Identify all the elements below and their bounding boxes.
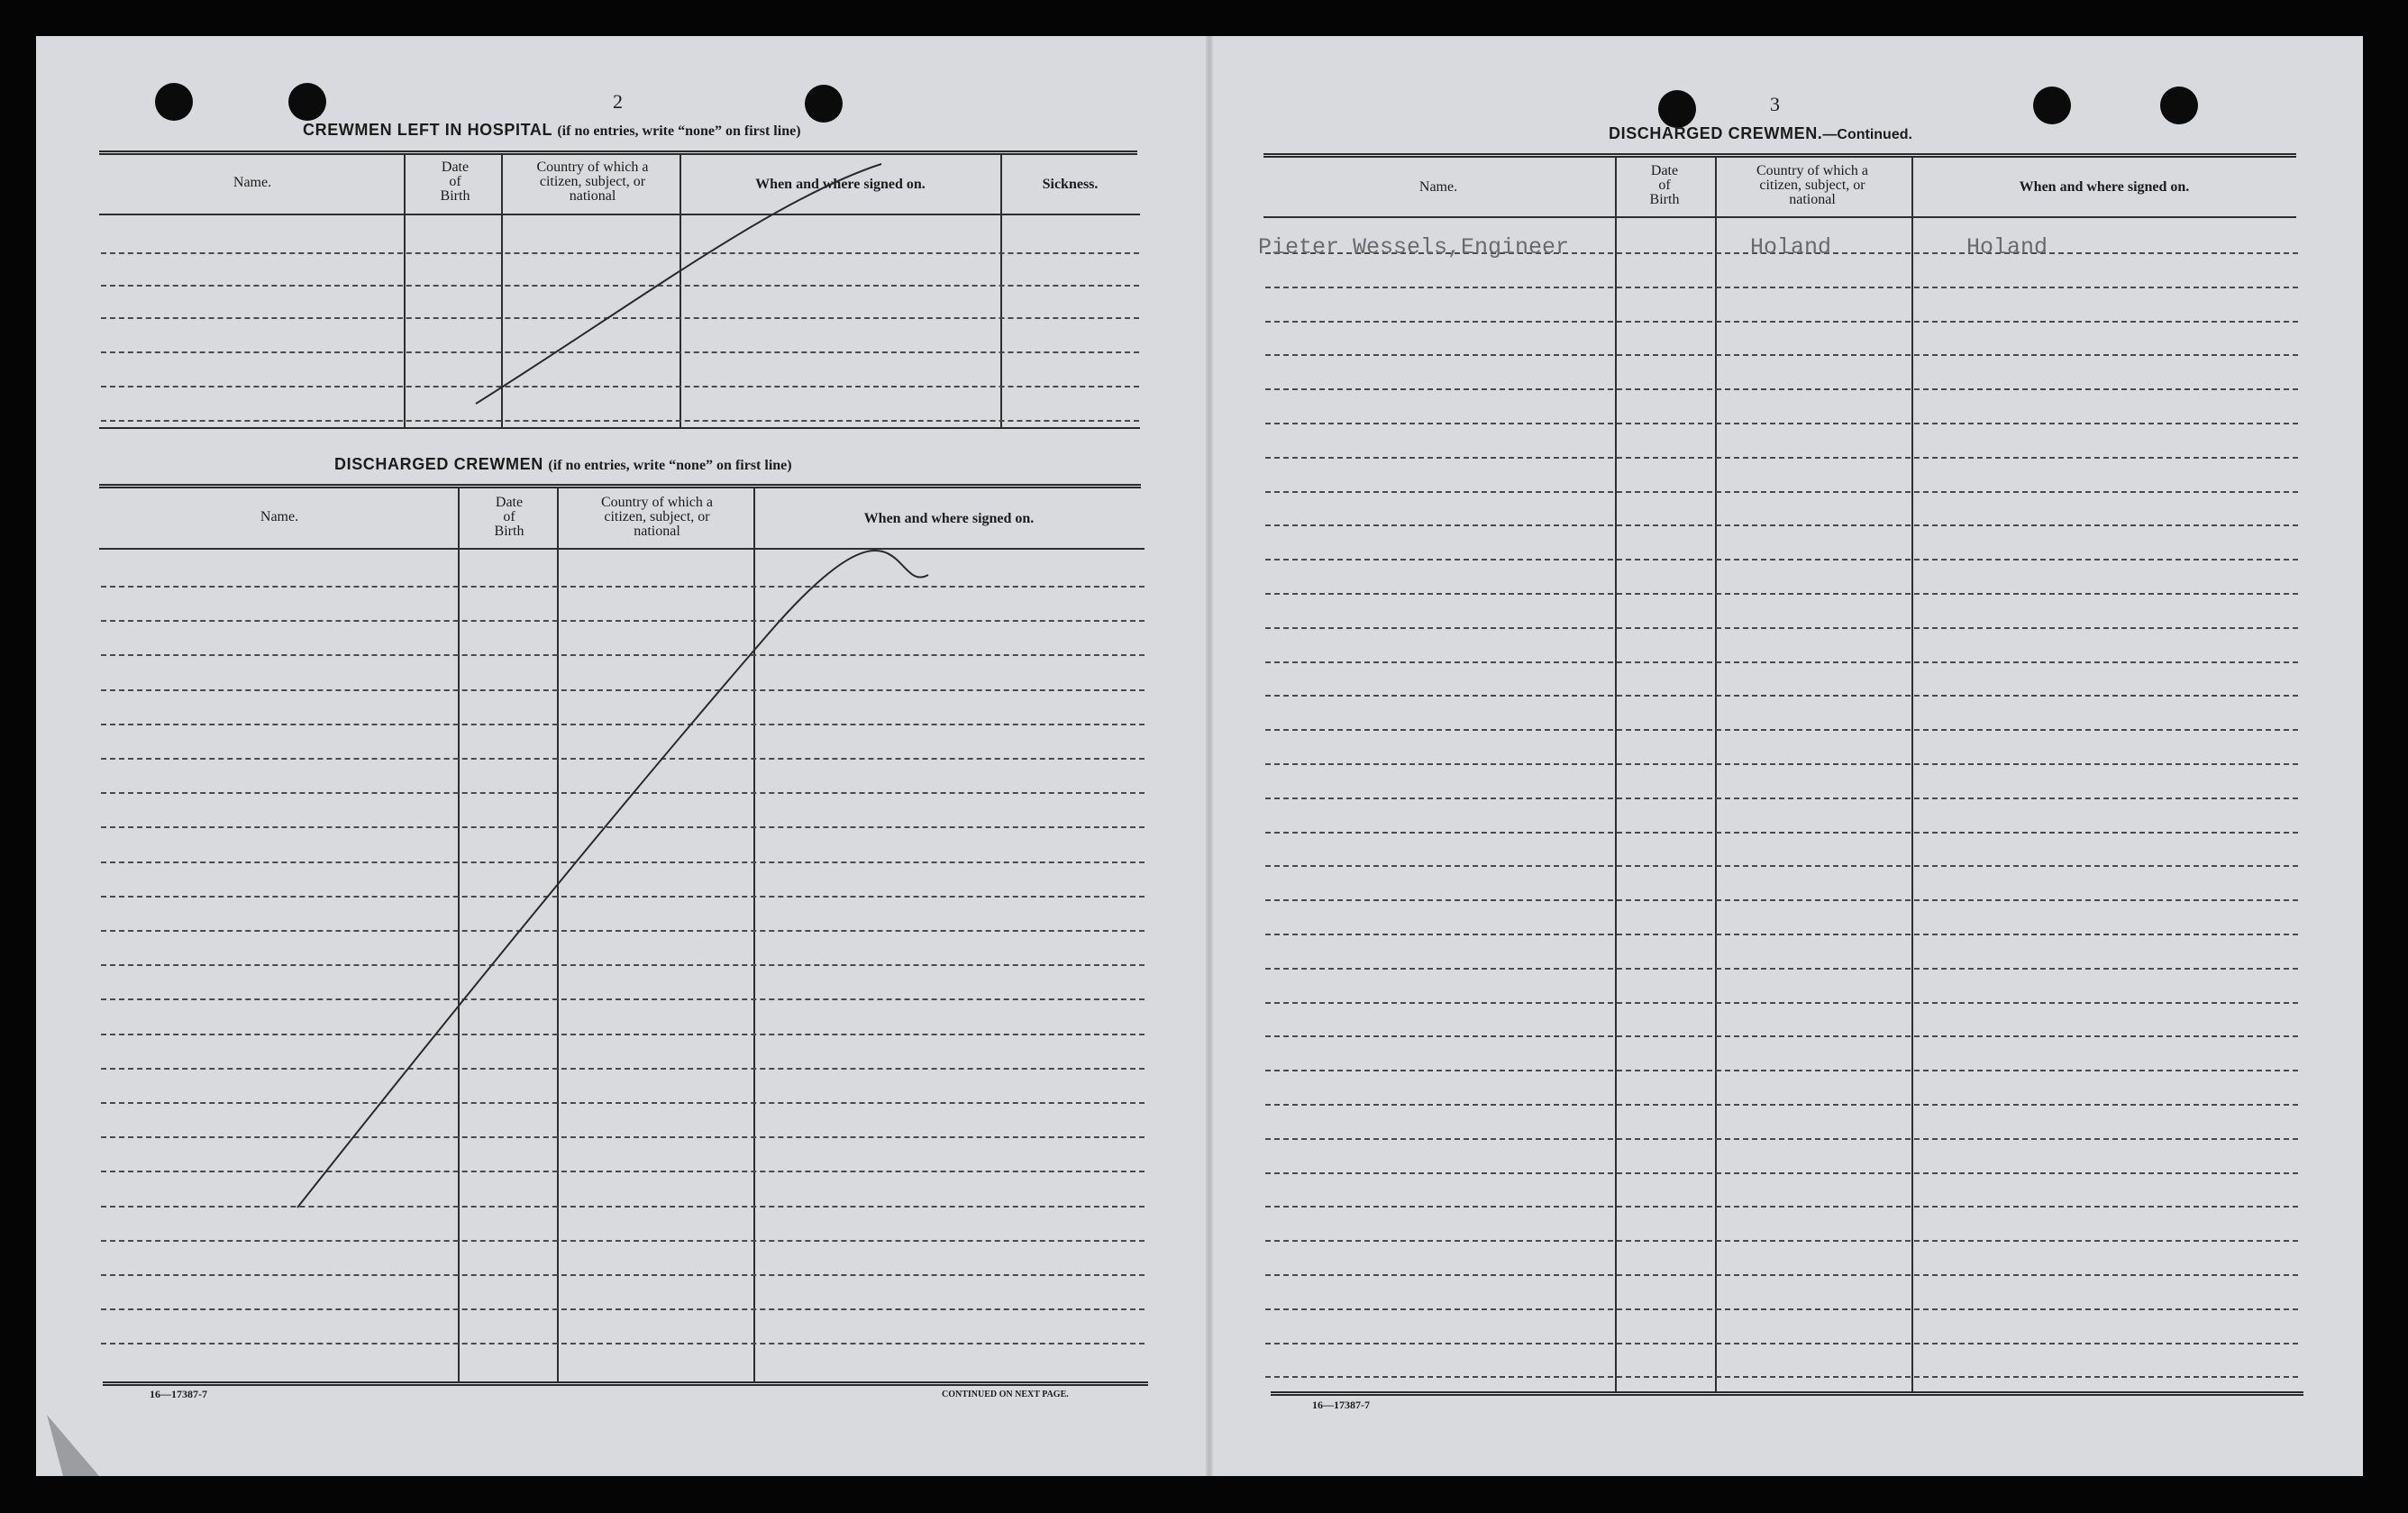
country-line-3: national (634, 524, 680, 539)
discharged-instruction: (if no entries, write “none” on first line) (548, 458, 792, 473)
page-number-left: 2 (613, 90, 623, 113)
continued-note: CONTINUED ON NEXT PAGE. (942, 1390, 1069, 1399)
right-header-when-where: When and where signed on. (2019, 179, 2190, 195)
hospital-instruction: (if no entries, write “none” on first line) (557, 123, 801, 139)
hospital-title-text: CREWMEN LEFT IN HOSPITAL (303, 121, 552, 139)
page-number-right: 3 (1770, 93, 1780, 115)
country-line-2: citizen, subject, or (604, 509, 710, 524)
entry-name: Pieter Wessels,Engineer (1258, 234, 1570, 260)
country-line-3: national (569, 188, 616, 204)
form-number-right: 16—17387-7 (1312, 1399, 1370, 1411)
form-number-left: 16—17387-7 (150, 1388, 207, 1400)
hospital-header-name: Name. (233, 175, 272, 190)
continued-title-suffix: —Continued. (1822, 127, 1912, 142)
country-line-3: national (1789, 192, 1836, 207)
country-line-2: citizen, subject, or (1759, 178, 1865, 193)
discharged-title-text: DISCHARGED CREWMEN (334, 455, 543, 473)
entry-signed-on: Holand (1966, 234, 2048, 260)
dob-line-2: of (449, 174, 461, 189)
country-line-2: citizen, subject, or (539, 174, 646, 189)
dob-line-2: of (503, 509, 515, 524)
hospital-header-sickness: Sickness. (1042, 177, 1099, 192)
discharged-strike-line (297, 551, 928, 1208)
dob-line-3: Birth (1649, 192, 1680, 207)
right-header-name: Name. (1418, 179, 1458, 195)
dob-line-2: of (1658, 178, 1671, 193)
discharged-header-when-where: When and where signed on. (863, 511, 1035, 526)
dob-line-1: Date (441, 160, 470, 175)
dob-line-1: Date (495, 495, 524, 510)
hospital-strike-line (476, 164, 881, 404)
country-line-1: Country of which a (601, 495, 713, 510)
continued-title-text: DISCHARGED CREWMEN. (1609, 124, 1823, 142)
entry-country: Holand (1750, 234, 1832, 260)
country-line-1: Country of which a (536, 160, 649, 175)
dob-line-3: Birth (440, 188, 470, 204)
discharged-header-name: Name. (260, 509, 299, 524)
country-line-1: Country of which a (1756, 163, 1868, 178)
hospital-header-when-where: When and where signed on. (755, 177, 926, 192)
dob-line-3: Birth (494, 524, 524, 539)
page-corner-crease (47, 1415, 99, 1476)
dob-line-1: Date (1650, 163, 1679, 178)
